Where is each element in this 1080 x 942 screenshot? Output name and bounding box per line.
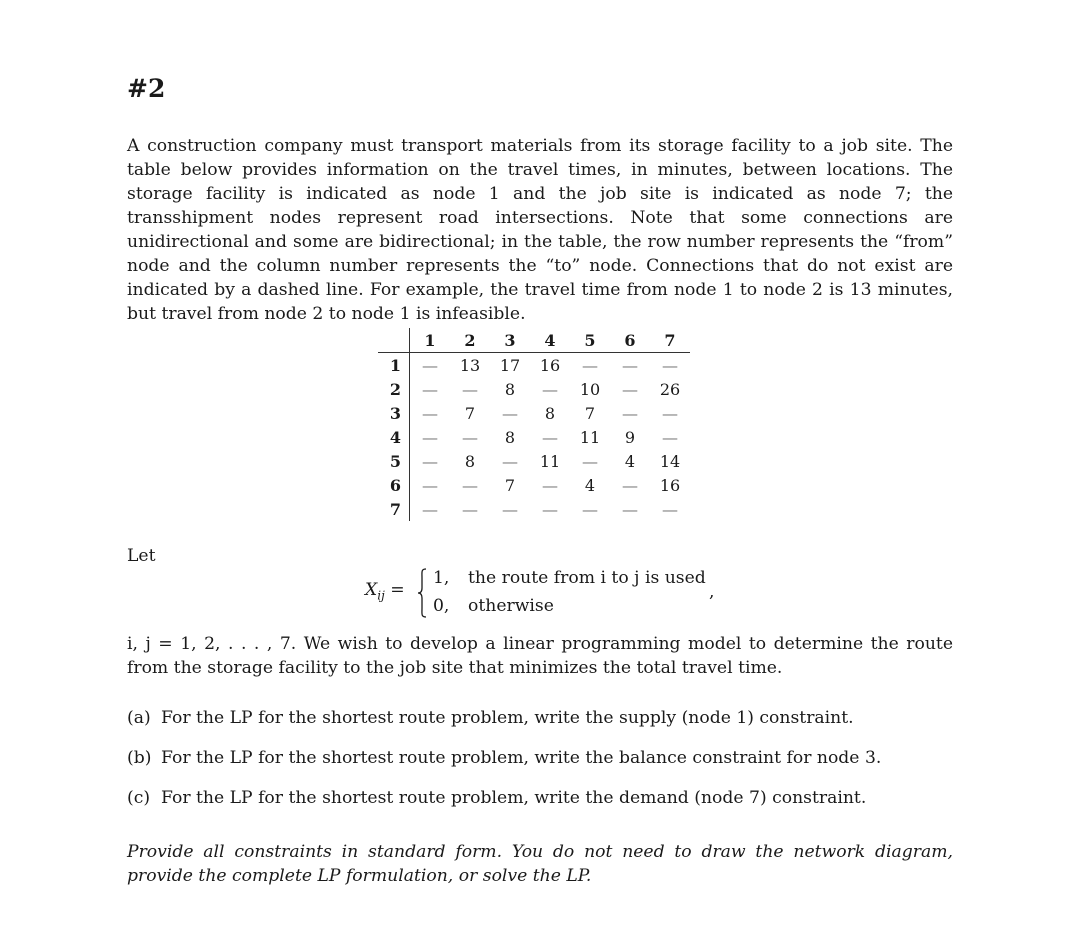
definition-comma: , <box>709 582 715 602</box>
table-cell: — <box>582 355 598 375</box>
let-label: Let <box>127 546 156 566</box>
question-label: (a) <box>127 708 151 728</box>
table-header-row <box>378 328 690 353</box>
table-cell: 7 <box>464 403 476 423</box>
column-header: 4 <box>530 328 570 353</box>
table-cell: 8 <box>504 379 516 399</box>
table-cell: — <box>502 499 518 519</box>
question-text: For the LP for the shortest route problem, write the demand (node 7) constraint. <box>161 788 867 808</box>
table-cell: — <box>622 403 638 423</box>
table-cell: 11 <box>539 451 561 471</box>
problem-heading: #2 <box>127 74 166 103</box>
table-cell: 26 <box>659 379 681 399</box>
variable-definition <box>365 566 725 622</box>
table-row <box>378 449 690 473</box>
column-header: 1 <box>410 328 451 353</box>
table-cell: 17 <box>499 355 521 375</box>
table-cell: 14 <box>659 451 681 471</box>
row-header: 3 <box>378 401 410 425</box>
column-header: 7 <box>650 328 690 353</box>
table-row <box>378 425 690 449</box>
table-cell: — <box>422 499 438 519</box>
table-cell: 13 <box>459 355 481 375</box>
table-row <box>378 377 690 401</box>
lhs-subscript: ij <box>377 588 385 603</box>
table-cell: — <box>422 427 438 447</box>
definition-lhs <box>365 580 405 602</box>
table-cell: — <box>542 499 558 519</box>
table-cell: 16 <box>539 355 561 375</box>
table-cell: 10 <box>579 379 601 399</box>
instructions-note: Provide all constraints in standard form. You do not need to draw the network diagram, provide the complete LP formulation, or solve the LP. <box>127 842 953 886</box>
table-cell: 8 <box>504 427 516 447</box>
table-cell: — <box>422 451 438 471</box>
table-cell: 9 <box>624 427 636 447</box>
table-cell: 4 <box>624 451 636 471</box>
table-cell: 7 <box>504 475 516 495</box>
table-cell: — <box>542 475 558 495</box>
table-cell: 8 <box>464 451 476 471</box>
table-row <box>378 473 690 497</box>
table-cell: 11 <box>579 427 601 447</box>
model-description: i, j = 1, 2, . . . , 7. We wish to develop a linear programming model to determine the route from the storage facility to the job site that minimizes the total travel time. <box>127 634 953 678</box>
row-header: 5 <box>378 449 410 473</box>
table-cell: — <box>422 403 438 423</box>
table-cell: — <box>662 427 678 447</box>
question-b <box>127 748 881 768</box>
table-cell: — <box>502 451 518 471</box>
travel-time-table-wrapper <box>378 328 690 521</box>
table-row <box>378 497 690 521</box>
question-c <box>127 788 866 808</box>
table-cell: 16 <box>659 475 681 495</box>
column-header: 2 <box>450 328 490 353</box>
left-brace-icon <box>417 568 427 618</box>
question-a <box>127 708 854 728</box>
case-one-condition: the route from i to j is used <box>468 568 706 588</box>
table-cell: — <box>582 451 598 471</box>
table-cell: — <box>662 355 678 375</box>
table-cell: — <box>542 379 558 399</box>
table-cell: — <box>622 475 638 495</box>
column-header: 5 <box>570 328 610 353</box>
table-cell: — <box>462 427 478 447</box>
table-cell: — <box>662 499 678 519</box>
row-header: 2 <box>378 377 410 401</box>
column-header: 6 <box>610 328 650 353</box>
problem-intro: A construction company must transport materials from its storage facility to a job site. The table below provides information on the travel times, in minutes, between locations. The storage facility is indicated as node 1 and the job site is indicated as node 7; the transshipment nodes represent road intersections. Note that some connections are unidirectional and some are bidirectional; in the table, the row number represents the “from” node and the column number represents the “to” node. Connections that do not exist are indicated by a dashed line. For example, the travel time from node 1 to node 2 is 13 minutes, but travel from node 2 to node 1 is infeasible. <box>127 136 953 324</box>
row-header: 1 <box>378 353 410 378</box>
table-cell: — <box>622 499 638 519</box>
case-one-value: 1, <box>433 568 450 588</box>
table-cell: — <box>422 355 438 375</box>
table-cell: — <box>422 475 438 495</box>
table-cell: — <box>582 499 598 519</box>
table-corner <box>378 328 410 353</box>
case-two-value: 0, <box>433 596 450 616</box>
travel-time-table <box>378 328 690 521</box>
table-row <box>378 401 690 425</box>
table-cell: — <box>622 355 638 375</box>
table-row <box>378 353 690 378</box>
table-cell: — <box>662 403 678 423</box>
case-two-condition: otherwise <box>468 596 554 616</box>
row-header: 6 <box>378 473 410 497</box>
table-cell: 4 <box>584 475 596 495</box>
table-cell: — <box>462 499 478 519</box>
row-header: 4 <box>378 425 410 449</box>
table-cell: — <box>462 475 478 495</box>
table-cell: — <box>422 379 438 399</box>
table-cell: 7 <box>584 403 596 423</box>
question-text: For the LP for the shortest route problem, write the balance constraint for node 3. <box>161 748 882 768</box>
lhs-variable: X <box>365 580 378 600</box>
table-cell: — <box>622 379 638 399</box>
question-label: (b) <box>127 748 152 768</box>
table-cell: — <box>542 427 558 447</box>
table-cell: 8 <box>544 403 556 423</box>
table-cell: — <box>502 403 518 423</box>
table-cell: — <box>462 379 478 399</box>
question-label: (c) <box>127 788 151 808</box>
equals-sign: = <box>390 580 405 600</box>
question-text: For the LP for the shortest route problem, write the supply (node 1) constraint. <box>161 708 854 728</box>
row-header: 7 <box>378 497 410 521</box>
column-header: 3 <box>490 328 530 353</box>
